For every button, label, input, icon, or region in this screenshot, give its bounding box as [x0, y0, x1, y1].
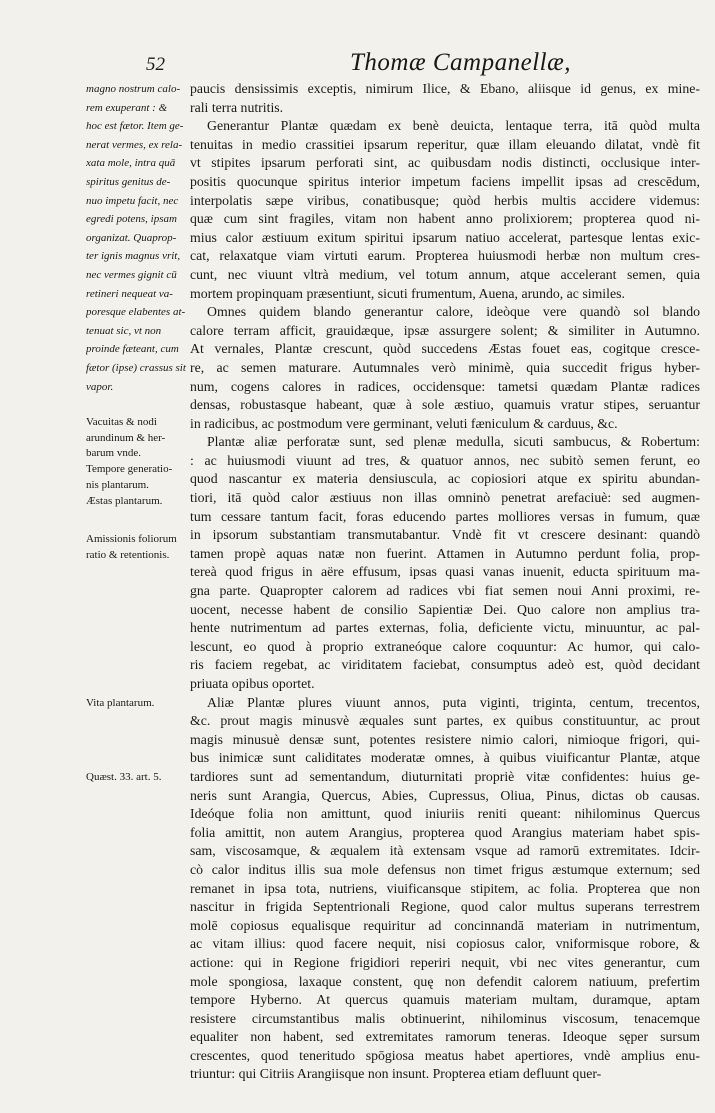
text-line: remanet in ipsa tota, nutriens, viuificansque stipitem, ac folia. Propterea que non — [190, 880, 700, 896]
text-line: mius calor æstiuum exitum spiritui ipsarum natiuo accelerat, partesque lentas exic- — [190, 229, 700, 245]
text-line: re, ac semen maturare. Autumnales verò minimè, quia succedit frigus hyber- — [190, 359, 700, 375]
margin-italic-line: hoc est fætor. Item ge- — [86, 120, 184, 133]
margin-note-amissionis — [86, 532, 188, 563]
margin-note-vacuitas — [86, 415, 188, 462]
text-line: cò calor inditus illis sua mole defensus non timet frigus æstumque externum; sed — [190, 861, 700, 877]
text-line: Omnes quidem blando generantur calore, ideòque vere quandò sol blando — [207, 304, 700, 320]
paragraph — [190, 80, 700, 117]
text-line: resistere circumstantibus malis obtinuerint, nihilominus viscosum, tenacemque — [190, 1010, 700, 1026]
margin-note-line: Vacuitas & nodi — [86, 416, 157, 428]
margin-italic-line: retineri nequeat va- — [86, 287, 173, 300]
paragraph — [190, 694, 700, 1084]
text-line: vt stipites ipsarum perforati sint, ac quibusdam nodis distincti, occlusique inter- — [190, 155, 700, 171]
margin-note-tempore — [86, 462, 188, 493]
text-line: ris faciem regebat, ac viriditatem faciebat, consumptus adeò est, quòd decidant — [190, 657, 700, 673]
running-title: Thomæ Campanellæ, — [350, 49, 572, 76]
text-line: triuntur: qui Citriis Arangiisque non insunt. Propterea etiam defluunt quer- — [190, 1066, 602, 1082]
text-line: densas, robustasque habeant, quæ à sole æstiuo, quamuis vratur stipes, seruantur — [190, 397, 700, 413]
text-line: magis minusuè densæ sunt, potentes resistere nimio calori, nimioque frigori, qui- — [190, 731, 700, 747]
text-line: Plantæ aliæ perforatæ sunt, sed plenæ medulla, sicuti sambucus, & Robertum: — [207, 434, 700, 450]
text-line: positis quocunque spiritus interior impetum faciens impellit ipsas ad crescēdum, — [190, 173, 700, 189]
text-line: num, cogens calores in radices, occidensque: tametsi quædam Plantæ radices — [190, 378, 700, 394]
text-line: At vernales, Plantæ crescunt, quòd succedens Æstas fouet eas, cogitque cresce- — [190, 341, 700, 357]
text-line: bus inimicæ sunt caliditates moderatæ omnes, à quibus viuificantur Plantæ, atque — [190, 750, 700, 766]
text-line: tempore Hyberno. At quercus quamuis materiam multam, duramque, aptam — [190, 992, 700, 1008]
text-line: cat, relaxatque viam virtuti earum. Propterea huiusmodi herbæ non multum cres- — [190, 248, 700, 264]
margin-italic-line: poresque elabentes at- — [86, 306, 186, 319]
margin-note-vita — [86, 696, 188, 712]
text-line: paucis densissimis exceptis, nimirum Ilice, & Ebano, aliisque id genus, ex mine- — [190, 81, 700, 96]
text-line: nascitur in frigida Septentrionali Regione, quod calor multus superans terrestrem — [190, 899, 700, 915]
text-line: neris sunt Arangia, Quercus, Abies, Cupressus, Oliua, Pinus, dictas ob causas. — [190, 787, 700, 803]
margin-note-quaest — [86, 770, 188, 786]
margin-note-line: Amissionis foliorum — [86, 533, 177, 545]
text-line: actione: qui in Regione frigidiori reperiri nequit, vbi nec vites generantur, cum — [190, 954, 700, 970]
margin-note-line: arundinum & her- — [86, 431, 166, 444]
text-line: molē copiosus equalisque requiritur ad concinnandā materiam in nutrimentum, — [190, 917, 700, 933]
text-line: tereà quod frigus in aëre effusum, ipsas quasi vanas inuenit, educta spirituum ma- — [190, 564, 700, 580]
text-line: cunt, nec viuunt vltrà medium, vel totum annum, atque accelerant semen, quia — [190, 266, 700, 282]
text-line: &c. prout magis minusvè æquales sunt partes, ex quibus constituuntur, ac prout — [190, 713, 700, 729]
text-line: in ipsorum substantiam transmutabantur. Vndè fit vt crescere desinant: quandò — [190, 527, 700, 543]
margin-italic-line: nuo impetu facit, nec — [86, 194, 179, 207]
margin-note-line: barum vnde. — [86, 447, 141, 459]
text-line: mortem propinquam præsentiunt, sicuti frumentum, Auena, arundo, ac similes. — [190, 285, 625, 301]
text-line: lescunt, eo quod à proprio extraneóque calore coquuntur: Ac humor, qui calo- — [190, 638, 700, 654]
margin-italic-line: rem exuperant : & — [86, 101, 168, 114]
margin-note-aestas — [86, 494, 188, 510]
margin-note-line: nis plantarum. — [86, 478, 149, 491]
text-line: interpolatis sæpe viribus, conatibusque; quòd herbis multis accidere videmus: — [190, 192, 700, 208]
text-line: in radicibus, ac postmodum vere germinant, veluti fæniculum & carduus, &c. — [190, 415, 618, 431]
margin-italic-line: xata mole, intra quā — [86, 157, 176, 170]
text-line: tiori, itā quòd calor æstiuus non illas omninò penetrat arefaciuè: sed augmen- — [190, 490, 700, 506]
text-line: tenuitas in medio crassitiei ipsarum reperitur, quæ illam eleuando dilatat, vndè fit — [190, 136, 700, 152]
paragraph — [190, 117, 700, 303]
text-line: hente nutrimentum ad partes externas, folia, deficiente victu, minuuntur, ac pal- — [190, 620, 700, 636]
margin-italic-line: nerat vermes, ex rela- — [86, 138, 183, 151]
margin-note-line: Tempore generatio- — [86, 463, 173, 475]
text-line: uocent, necesse habent de consilio Sapientiæ Dei. Quo calore non amplius tra- — [190, 601, 700, 617]
text-line: Aliæ Plantæ plures viuunt annos, puta viginti, triginta, centum, trecentos, — [207, 694, 700, 710]
text-line: tamen propè aquas natæ non fuerint. Attamen in Autumno perdunt folia, prop- — [190, 545, 700, 561]
text-line: tum cessare tantum facit, foras educendo partes molliores versas in fumum, quæ — [190, 508, 700, 524]
text-line: calore terram afficit, grauidæque, ipsæ assurgere solent; & similiter in Autumno. — [190, 322, 700, 338]
text-line: ac vitam illius: quod facere nequit, nisi copiosus calor, vniformisque robore, & — [190, 936, 700, 952]
main-text — [190, 80, 700, 1084]
text-line: mole spongiosa, laxaque constent, quę non defendit calorem natiuum, prefertim — [190, 973, 700, 989]
paragraph — [190, 303, 700, 433]
margin-italic-line: nec vermes gignit cū — [86, 268, 177, 281]
text-line: quod nascantur ex materia densiuscula, ac copiosiori atque ex spiritu abundan- — [190, 471, 700, 487]
text-line: Ideóque folia non amittunt, quod iniuriis reniti queant: nihilominus Quercus — [190, 806, 700, 822]
margin-italic-line: vapor. — [86, 380, 114, 393]
text-line: tardiores sunt ad sementandum, diuturnitati propriè vitæ confidentes: huius ge- — [190, 768, 700, 784]
text-line: quæ cum sint fragiles, vitam non habent anno prolixiorem; propterea quod ni- — [190, 211, 700, 227]
margin-italic-line: ter ignis magnus vrit, — [86, 250, 181, 263]
margin-italic-line: spiritus genitus de- — [86, 175, 171, 188]
margin-note-line: Æstas plantarum. — [86, 495, 163, 507]
margin-italic-note — [86, 80, 187, 396]
margin-italic-line: magno nostrum calo- — [86, 83, 181, 95]
margin-note-line: ratio & retentionis. — [86, 548, 170, 561]
margin-note-line: Vita plantarum. — [86, 697, 155, 709]
paragraph — [190, 433, 700, 693]
page-number: 52 — [146, 54, 165, 75]
text-line: gna parte. Quapropter calorem ad radices vbi fiat semen noui Anni proximi, re- — [190, 583, 700, 599]
margin-italic-line: tenuat sic, vt non — [86, 324, 162, 337]
margin-italic-line: egredi potens, ipsam — [86, 213, 177, 226]
text-line: : ac huiusmodi viuunt ad tres, & quatuor annos, nec subitò semen ferunt, eo — [190, 452, 700, 468]
text-line: sam, viscosamque, & æqualem ità extensam vsque ad ramorū extremitates. Idcir- — [190, 843, 700, 859]
margin-note-line: Quæst. 33. art. 5. — [86, 771, 162, 783]
text-line: crescentes, quod teneritudo spōgiosa meatus habet apertiores, vndè amplius enu- — [190, 1047, 700, 1063]
text-line: Generantur Plantæ quædam ex benè deuicta, lentaque terra, itā quòd multa — [207, 118, 700, 134]
margin-italic-line: proinde fæteant, cum — [86, 343, 179, 356]
text-line: rali terra nutritis. — [190, 99, 284, 115]
text-line: equaliter non habent, sed extremitates ramorum teneras. Ideoque sęper sursum — [190, 1029, 700, 1045]
margin-italic-line: organizat. Quaprop- — [86, 231, 177, 244]
margin-italic-line: fætor (ipse) crassus sit — [86, 361, 186, 374]
text-line: priuata opibus oportet. — [190, 676, 315, 691]
text-line: folia amittit, non autem Arangius, propterea quod Arangius materiam habet spis- — [190, 824, 700, 840]
